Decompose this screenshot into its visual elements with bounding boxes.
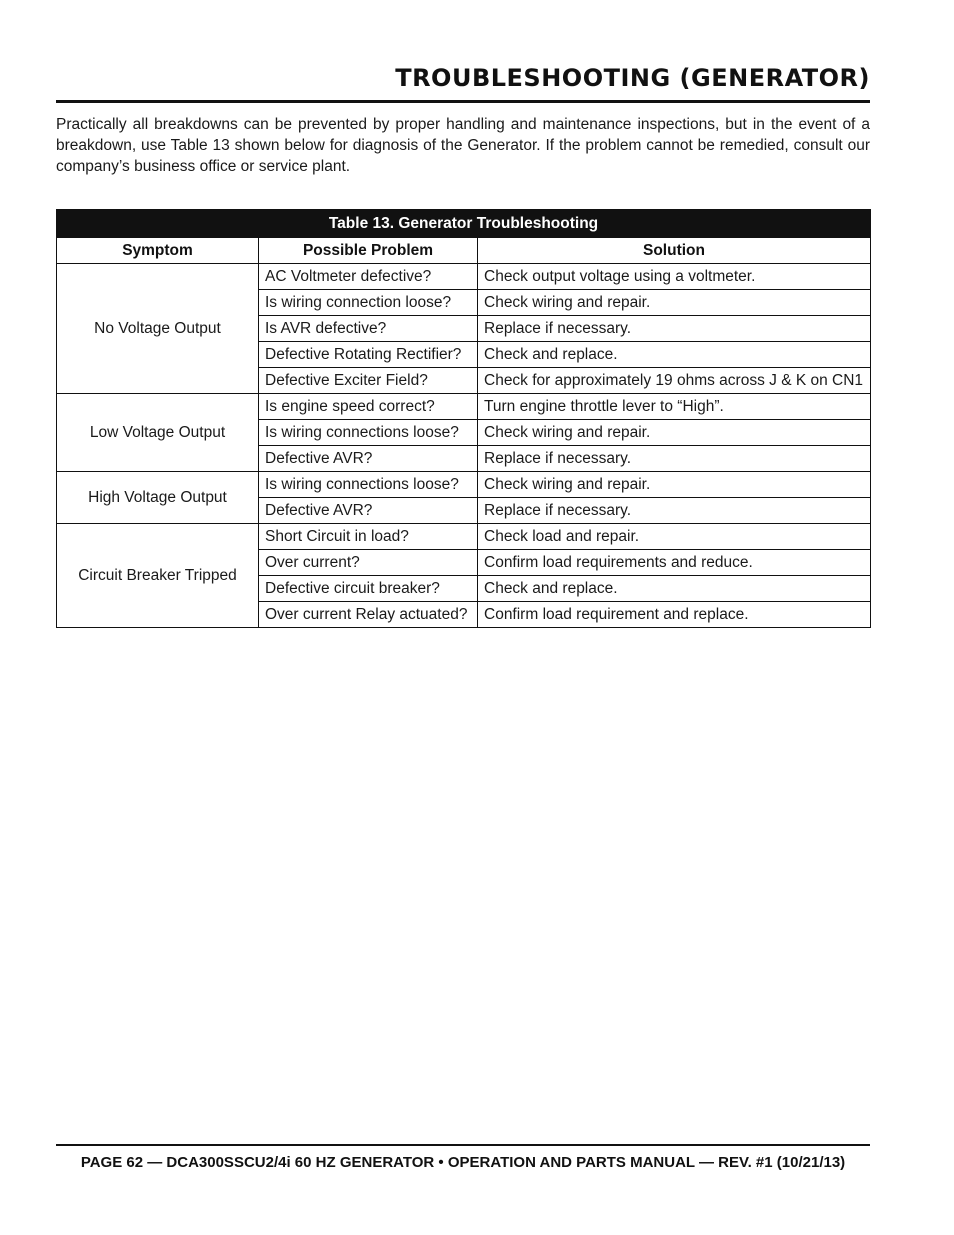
solution-cell: Check for approximately 19 ohms across J & K on CN1 bbox=[478, 368, 871, 394]
solution-cell: Check wiring and repair. bbox=[478, 472, 871, 498]
problem-cell: Short Circuit in load? bbox=[259, 524, 478, 550]
problem-cell: Is AVR defective? bbox=[259, 316, 478, 342]
solution-cell: Check and replace. bbox=[478, 576, 871, 602]
solution-cell: Replace if necessary. bbox=[478, 316, 871, 342]
column-header-solution: Solution bbox=[478, 238, 871, 264]
title-divider bbox=[56, 100, 870, 103]
problem-cell: Is engine speed correct? bbox=[259, 394, 478, 420]
table-row bbox=[57, 264, 871, 290]
symptom-cell: High Voltage Output bbox=[57, 472, 259, 524]
table-row bbox=[57, 394, 871, 420]
problem-cell: Defective circuit breaker? bbox=[259, 576, 478, 602]
problem-cell: Over current? bbox=[259, 550, 478, 576]
solution-cell: Turn engine throttle lever to “High”. bbox=[478, 394, 871, 420]
problem-cell: Is wiring connections loose? bbox=[259, 472, 478, 498]
solution-cell: Check wiring and repair. bbox=[478, 290, 871, 316]
symptom-cell: No Voltage Output bbox=[57, 264, 259, 394]
troubleshooting-table bbox=[56, 209, 871, 628]
solution-cell: Check wiring and repair. bbox=[478, 420, 871, 446]
table-caption: Table 13. Generator Troubleshooting bbox=[57, 210, 871, 238]
problem-cell: Defective AVR? bbox=[259, 446, 478, 472]
solution-cell: Check output voltage using a voltmeter. bbox=[478, 264, 871, 290]
problem-cell: AC Voltmeter defective? bbox=[259, 264, 478, 290]
solution-cell: Confirm load requirements and reduce. bbox=[478, 550, 871, 576]
solution-cell: Confirm load requirement and replace. bbox=[478, 602, 871, 628]
solution-cell: Check load and repair. bbox=[478, 524, 871, 550]
problem-cell: Defective Exciter Field? bbox=[259, 368, 478, 394]
page-title: TROUBLESHOOTING (GENERATOR) bbox=[395, 64, 870, 92]
intro-paragraph: Practically all breakdowns can be prevented by proper handling and maintenance inspections, but in the event of a breakdown, use Table 13 shown below for diagnosis of the Generator. If the problem cannot be remedied, consult our company’s business office or service plant. bbox=[56, 116, 870, 175]
problem-cell: Defective Rotating Rectifier? bbox=[259, 342, 478, 368]
solution-cell: Replace if necessary. bbox=[478, 498, 871, 524]
symptom-cell: Low Voltage Output bbox=[57, 394, 259, 472]
table-row bbox=[57, 472, 871, 498]
page-footer: PAGE 62 — DCA300SSCU2/4i 60 HZ GENERATOR • OPERATION AND PARTS MANUAL — REV. #1 (10/21/13) bbox=[80, 1154, 846, 1171]
column-header-possible-problem: Possible Problem bbox=[259, 238, 478, 264]
symptom-cell: Circuit Breaker Tripped bbox=[57, 524, 259, 628]
solution-cell: Check and replace. bbox=[478, 342, 871, 368]
table-body bbox=[57, 264, 871, 628]
table-row bbox=[57, 524, 871, 550]
column-header-symptom: Symptom bbox=[57, 238, 259, 264]
problem-cell: Defective AVR? bbox=[259, 498, 478, 524]
problem-cell: Is wiring connections loose? bbox=[259, 420, 478, 446]
solution-cell: Replace if necessary. bbox=[478, 446, 871, 472]
problem-cell: Is wiring connection loose? bbox=[259, 290, 478, 316]
problem-cell: Over current Relay actuated? bbox=[259, 602, 478, 628]
footer-divider bbox=[56, 1144, 870, 1146]
